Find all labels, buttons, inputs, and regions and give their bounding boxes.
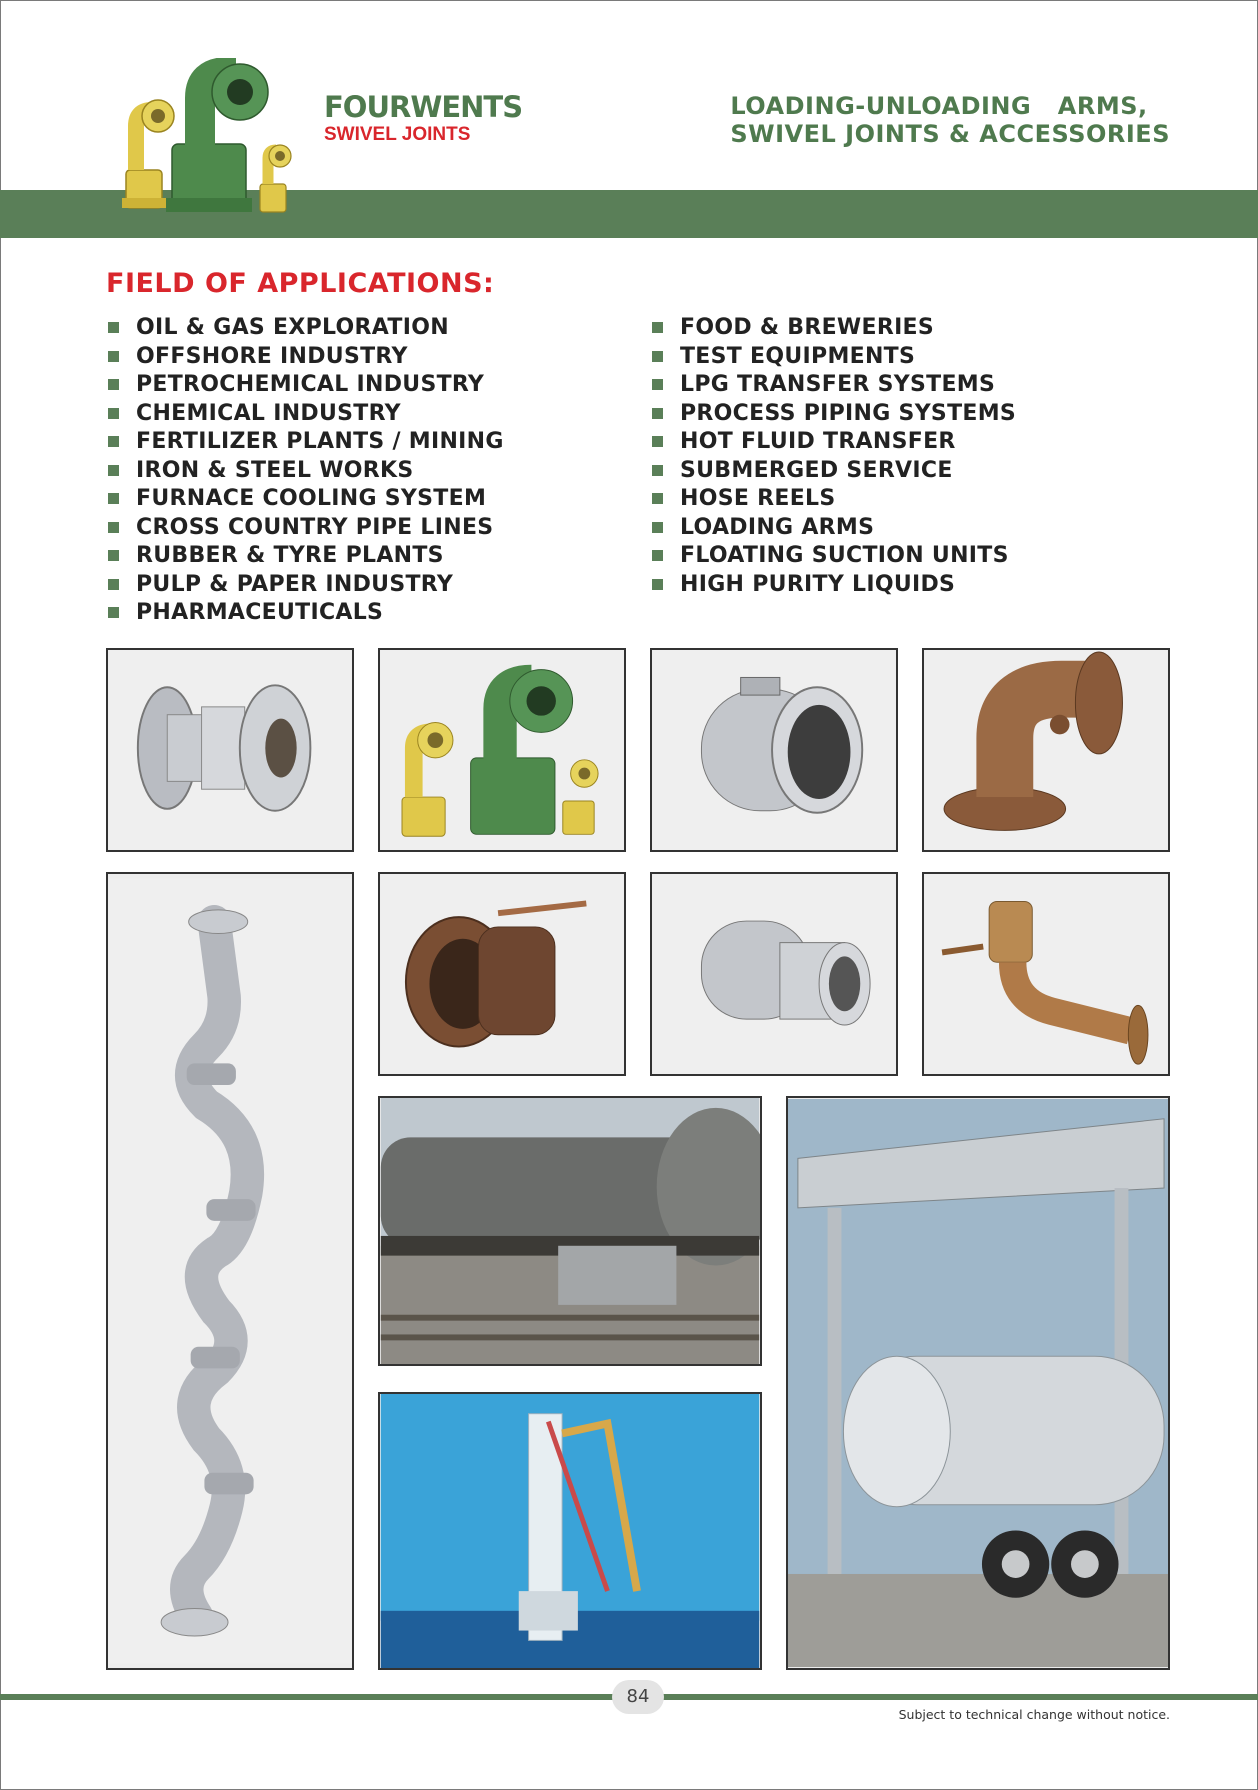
square-bullet-icon: [652, 579, 663, 590]
application-label: OFFSHORE INDUSTRY: [136, 343, 408, 369]
photo-long-swivel-assembly: [106, 872, 354, 1670]
page-title: [730, 92, 1170, 148]
square-bullet-icon: [108, 379, 119, 390]
square-bullet-icon: [652, 522, 663, 533]
square-bullet-icon: [108, 550, 119, 561]
square-bullet-icon: [108, 522, 119, 533]
application-item: [108, 314, 504, 343]
application-item: [108, 571, 504, 600]
application-label: RUBBER & TYRE PLANTS: [136, 543, 444, 568]
application-item: [652, 485, 1016, 514]
page-number: 84: [612, 1680, 664, 1714]
square-bullet-icon: [652, 351, 663, 362]
application-label: CROSS COUNTRY PIPE LINES: [136, 514, 494, 540]
square-bullet-icon: [108, 408, 119, 419]
application-label: HIGH PURITY LIQUIDS: [680, 571, 956, 597]
application-label: LOADING ARMS: [680, 514, 875, 540]
square-bullet-icon: [108, 436, 119, 447]
application-item: [108, 400, 504, 429]
photo-truck-loading-station: [786, 1096, 1170, 1670]
photo-steel-swivel-ring: [650, 648, 898, 852]
application-item: [652, 542, 1016, 571]
application-item: [108, 542, 504, 571]
square-bullet-icon: [652, 322, 663, 333]
application-label: FLOATING SUCTION UNITS: [680, 543, 1009, 568]
application-label: HOSE REELS: [680, 486, 836, 511]
application-item: [652, 457, 1016, 486]
logo-swivel-joints-image: [120, 58, 310, 218]
applications-heading: FIELD OF APPLICATIONS:: [106, 268, 495, 299]
application-item: [652, 314, 1016, 343]
application-item: [652, 343, 1016, 372]
application-label: IRON & STEEL WORKS: [136, 457, 414, 483]
square-bullet-icon: [652, 550, 663, 561]
brand-block: [324, 92, 522, 146]
application-item: [108, 599, 504, 628]
photo-colored-swivel-joints: [378, 648, 626, 852]
applications-list-right: [652, 314, 1016, 599]
application-label: TEST EQUIPMENTS: [680, 343, 916, 369]
application-item: [652, 428, 1016, 457]
photo-bronze-elbow: [922, 648, 1170, 852]
application-item: [652, 371, 1016, 400]
square-bullet-icon: [652, 436, 663, 447]
application-item: [108, 371, 504, 400]
application-item: [108, 485, 504, 514]
square-bullet-icon: [652, 465, 663, 476]
square-bullet-icon: [652, 379, 663, 390]
page-title-line-1: LOADING-UNLOADING ARMS,: [730, 92, 1148, 120]
application-label: FOOD & BREWERIES: [680, 315, 935, 340]
square-bullet-icon: [108, 322, 119, 333]
square-bullet-icon: [108, 493, 119, 504]
photo-marine-loading-arm: [378, 1392, 762, 1670]
application-item: [108, 514, 504, 543]
application-label: PETROCHEMICAL INDUSTRY: [136, 372, 485, 397]
applications-list-left: [108, 314, 504, 628]
photo-bronze-arm: [922, 872, 1170, 1076]
photo-threaded-swivel: [650, 872, 898, 1076]
application-label: LPG TRANSFER SYSTEMS: [680, 372, 996, 397]
photo-rail-tank-car: [378, 1096, 762, 1366]
photo-bronze-coupler: [378, 872, 626, 1076]
brand-name: FOURWENTS: [324, 90, 523, 124]
brand-subtitle: SWIVEL JOINTS: [324, 124, 471, 145]
application-label: PROCESS PIPING SYSTEMS: [680, 400, 1017, 426]
square-bullet-icon: [108, 351, 119, 362]
technical-notice: Subject to technical change without notice.: [898, 1707, 1170, 1722]
photo-flanged-swivel-joint: [106, 648, 354, 852]
application-label: PULP & PAPER INDUSTRY: [136, 571, 454, 597]
application-item: [108, 428, 504, 457]
page-title-line-2: SWIVEL JOINTS & ACCESSORIES: [730, 120, 1170, 148]
application-label: HOT FLUID TRANSFER: [680, 429, 956, 454]
application-item: [108, 457, 504, 486]
page-header: [0, 0, 1258, 240]
square-bullet-icon: [652, 408, 663, 419]
square-bullet-icon: [652, 493, 663, 504]
application-item: [652, 571, 1016, 600]
application-label: OIL & GAS EXPLORATION: [136, 315, 449, 340]
square-bullet-icon: [108, 607, 119, 618]
application-item: [652, 400, 1016, 429]
application-label: SUBMERGED SERVICE: [680, 457, 953, 483]
application-label: FERTILIZER PLANTS / MINING: [136, 429, 504, 454]
application-item: [108, 343, 504, 372]
application-label: PHARMACEUTICALS: [136, 600, 384, 625]
application-label: CHEMICAL INDUSTRY: [136, 400, 401, 426]
square-bullet-icon: [108, 465, 119, 476]
application-item: [652, 514, 1016, 543]
square-bullet-icon: [108, 579, 119, 590]
application-label: FURNACE COOLING SYSTEM: [136, 486, 487, 511]
